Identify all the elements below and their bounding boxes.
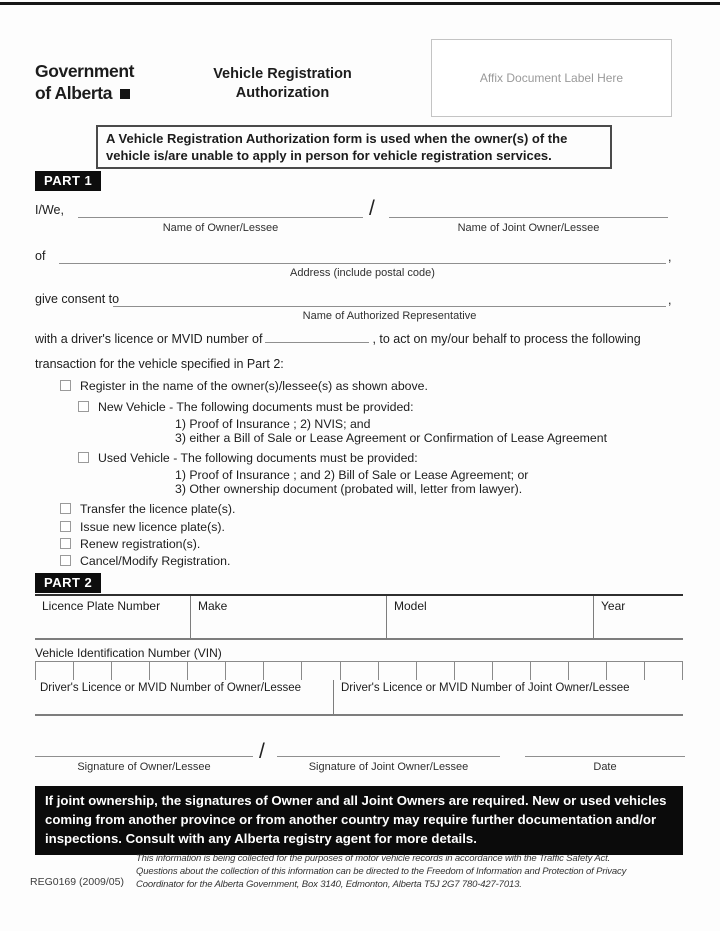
privacy-statement xyxy=(136,852,626,891)
dl-owner-label: Driver's Licence or MVID Number of Owner/Lessee xyxy=(40,682,302,694)
issue-checkbox[interactable] xyxy=(60,521,71,532)
owner-name-line[interactable] xyxy=(78,217,363,218)
year-header: Year xyxy=(601,599,626,613)
issue-label: Issue new licence plate(s). xyxy=(80,520,225,534)
used-vehicle-docs-1: 1) Proof of Insurance ; and 2) Bill of Sale or Lease Agreement; or xyxy=(175,468,529,482)
vin-cell[interactable] xyxy=(73,662,111,680)
signature-owner-line[interactable] xyxy=(35,756,253,757)
mvid-sentence-line2: transaction for the vehicle specified in Part 2: xyxy=(35,357,284,371)
model-header: Model xyxy=(394,599,427,613)
document-label-text: Affix Document Label Here xyxy=(479,71,624,85)
privacy-line1: This information is being collected for the purposes of motor vehicle records in accordance with the Traffic Safety Act. xyxy=(136,853,611,864)
vin-cell[interactable] xyxy=(340,662,378,680)
signature-joint-label: Signature of Joint Owner/Lessee xyxy=(308,761,469,773)
date-line[interactable] xyxy=(525,756,685,757)
representative-label: Name of Authorized Representative xyxy=(302,310,477,322)
make-header: Make xyxy=(198,599,228,613)
new-vehicle-docs-1: 1) Proof of Insurance ; 2) NVIS; and xyxy=(175,417,371,431)
logo-line2: of Alberta xyxy=(35,83,113,103)
name-slash: / xyxy=(369,197,375,220)
vin-cell[interactable] xyxy=(35,662,73,680)
drivers-licence-row xyxy=(35,680,683,716)
consent-prefix: give consent to xyxy=(35,292,120,306)
consent-comma: , xyxy=(668,293,672,307)
privacy-line3: Coordinator for the Alberta Government, Box 3140, Edmonton, Alberta T5J 2G7 780-427-7013. xyxy=(136,879,522,890)
renew-checkbox[interactable] xyxy=(60,538,71,549)
used-vehicle-label: Used Vehicle - The following documents must be provided: xyxy=(98,451,418,465)
transfer-checkbox[interactable] xyxy=(60,503,71,514)
privacy-line2: Questions about the collection of this information can be directed to the Freedom of Information and Protection of Privacy xyxy=(136,866,627,877)
option-used-vehicle xyxy=(78,451,418,465)
option-cancel xyxy=(60,554,230,568)
vin-cell[interactable] xyxy=(416,662,454,680)
alberta-government-logo xyxy=(35,60,134,104)
vin-cell[interactable] xyxy=(149,662,187,680)
renew-label: Renew registration(s). xyxy=(80,537,201,551)
new-vehicle-docs-2: 3) either a Bill of Sale or Lease Agreement or Confirmation of Lease Agreement xyxy=(175,431,607,445)
signature-joint-line[interactable] xyxy=(277,756,500,757)
transfer-label: Transfer the licence plate(s). xyxy=(80,502,236,516)
register-checkbox[interactable] xyxy=(60,380,71,391)
document-label-box xyxy=(431,39,672,117)
dl-joint-cell[interactable] xyxy=(334,680,683,714)
option-issue xyxy=(60,520,225,534)
vin-cell[interactable] xyxy=(606,662,644,680)
iwe-prefix: I/We, xyxy=(35,203,64,217)
option-renew xyxy=(60,537,200,551)
vin-cell[interactable] xyxy=(187,662,225,680)
part2-tag: PART 2 xyxy=(35,573,101,593)
address-label: Address (include postal code) xyxy=(290,267,435,279)
vin-cell[interactable] xyxy=(530,662,568,680)
of-prefix: of xyxy=(35,249,46,263)
vin-cell[interactable] xyxy=(454,662,492,680)
licence-plate-cell[interactable] xyxy=(35,596,190,638)
make-cell[interactable] xyxy=(190,596,386,638)
cancel-label: Cancel/Modify Registration. xyxy=(80,554,231,568)
vin-cell[interactable] xyxy=(263,662,301,680)
intro-notice: A Vehicle Registration Authorization form is used when the owner(s) of the vehicle is/are unable to apply in person for vehicle registration services. xyxy=(96,125,612,169)
logo-square-icon xyxy=(120,89,130,99)
joint-name-line[interactable] xyxy=(389,217,668,218)
address-comma: , xyxy=(668,250,672,264)
signature-owner-label: Signature of Owner/Lessee xyxy=(77,761,211,773)
used-vehicle-checkbox[interactable] xyxy=(78,452,89,463)
address-line[interactable] xyxy=(59,263,666,264)
model-cell[interactable] xyxy=(386,596,593,638)
vehicle-table-header-row xyxy=(35,594,683,640)
form-title xyxy=(180,65,385,103)
vin-cell[interactable] xyxy=(301,662,339,680)
vin-strip xyxy=(35,661,683,680)
cancel-checkbox[interactable] xyxy=(60,555,71,566)
dl-owner-cell[interactable] xyxy=(35,680,334,714)
mvid-sentence xyxy=(35,331,680,346)
option-transfer xyxy=(60,502,235,516)
used-vehicle-docs-2: 3) Other ownership document (probated will, letter from lawyer). xyxy=(175,482,523,496)
dl-joint-label: Driver's Licence or MVID Number of Joint Owner/Lessee xyxy=(341,682,630,694)
mvid-before: with a driver's licence or MVID number of xyxy=(35,332,263,346)
representative-line[interactable] xyxy=(113,306,666,307)
logo-line2-row xyxy=(35,82,134,104)
part1-tag: PART 1 xyxy=(35,171,101,191)
logo-line1: Government xyxy=(35,61,135,81)
licence-plate-header: Licence Plate Number xyxy=(42,599,161,613)
vin-cell[interactable] xyxy=(644,662,683,680)
date-label: Date xyxy=(593,761,617,773)
form-title-line1: Vehicle Registration xyxy=(213,66,352,82)
year-cell[interactable] xyxy=(593,596,683,638)
vin-label: Vehicle Identification Number (VIN) xyxy=(35,646,222,660)
vin-cell[interactable] xyxy=(111,662,149,680)
form-title-line2: Authorization xyxy=(235,85,330,101)
vin-cell[interactable] xyxy=(568,662,606,680)
vin-cell[interactable] xyxy=(378,662,416,680)
option-new-vehicle xyxy=(78,400,414,414)
form-number: REG0169 (2009/05) xyxy=(30,876,124,888)
option-register xyxy=(60,379,428,393)
joint-name-label: Name of Joint Owner/Lessee xyxy=(457,222,600,234)
new-vehicle-label: New Vehicle - The following documents must be provided: xyxy=(98,400,414,414)
register-label: Register in the name of the owner(s)/lessee(s) as shown above. xyxy=(80,379,428,393)
mvid-after: , to act on my/our behalf to process the following xyxy=(372,332,641,346)
mvid-number-line[interactable] xyxy=(265,331,369,343)
new-vehicle-checkbox[interactable] xyxy=(78,401,89,412)
vin-cell[interactable] xyxy=(225,662,263,680)
page-top-rule xyxy=(0,2,720,5)
joint-ownership-notice: If joint ownership, the signatures of Owner and all Joint Owners are required. New or used vehicles coming from another province or from another country may require further documentation and/or inspections. Consult with any Alberta registry agent for more details. xyxy=(35,786,683,855)
owner-name-label: Name of Owner/Lessee xyxy=(162,222,279,234)
vin-cell[interactable] xyxy=(492,662,530,680)
signature-slash: / xyxy=(259,740,265,763)
